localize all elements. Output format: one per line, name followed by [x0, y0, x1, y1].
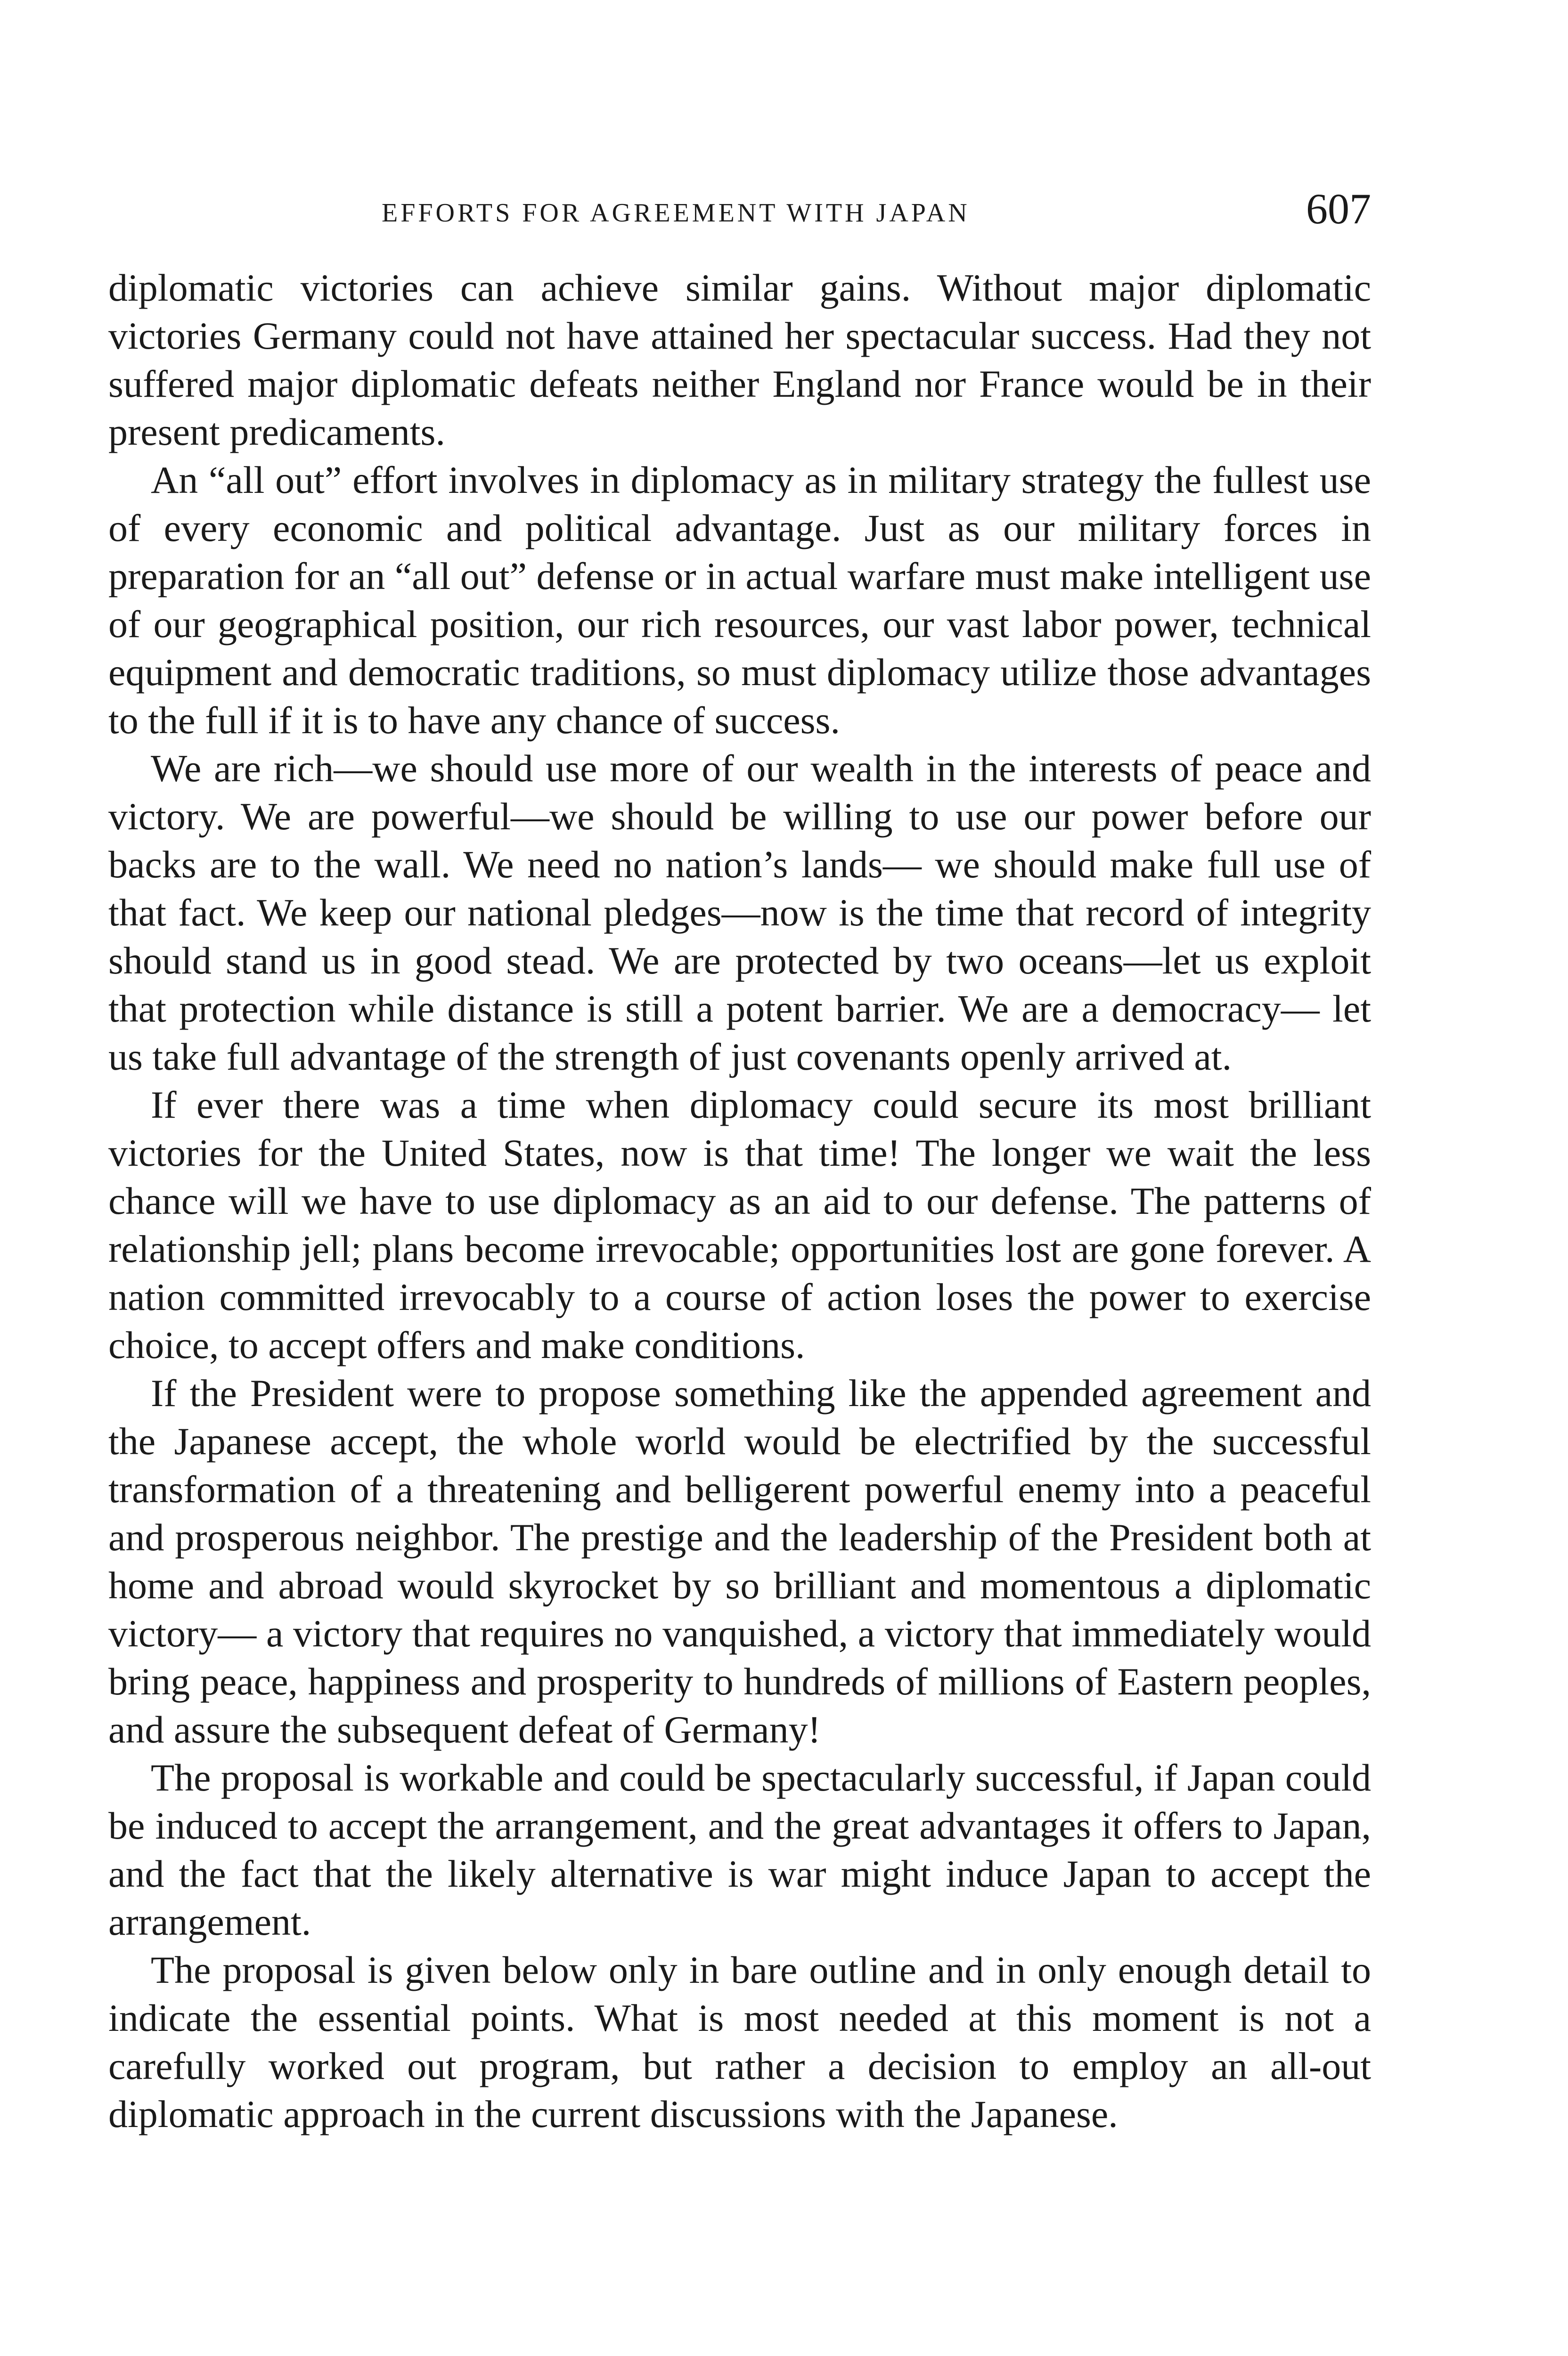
paragraph: The proposal is given below only in bare outline and in only enough detail to indicate the essential points. What is most needed at this moment is not a carefully worked out program, but rather a decision to employ an all-out diplomatic approach in the current discussions with the Japanese. — [108, 1948, 1371, 2135]
paragraph: If the President were to propose something like the appended agreement and the Japanese accept, the whole world would be electrified by the successful transformation of a threatening and belligerent powerful enemy into a peaceful and prosperous neighbor. The prestige and the leadership of the President both at home and abroad would skyrocket by so brilliant and momentous a diplomatic victory— a victory that requires no vanquished, a victory that immediately would bring peace, happiness and prosperity to hundreds of millions of Eastern peoples, and assure the subsequent defeat of Germany! — [108, 1372, 1371, 1751]
paragraph: The proposal is workable and could be spectacularly successful, if Japan could be induced to accept the arrangement, and the great advantages it offers to Japan, and the fact that the likely alternative is war might induce Japan to accept the arrangement. — [108, 1756, 1371, 1943]
running-title: EFFORTS FOR AGREEMENT WITH JAPAN — [382, 198, 970, 228]
paragraph: diplomatic victories can achieve similar gains. Without major diplomatic victories Germany could not have attained her spectacular success. Had they not suffered major diplomatic defeats neither England nor France would be in their present predicaments. — [108, 266, 1371, 453]
paragraph: If ever there was a time when diplomacy could secure its most brilliant victories for the United States, now is that time! The longer we wait the less chance will we have to use diplomacy as an aid to our defense. The patterns of relationship jell; plans become irrevocable; opportunities lost are gone forever. A nation committed irrevocably to a course of action loses the power to exercise choice, to accept offers and make conditions. — [108, 1083, 1371, 1366]
paragraph: An “all out” effort involves in diplomacy as in military strategy the fullest use of every economic and political advantage. Just as our military forces in preparation for an “all out” defense or in actual warfare must make intelligent use of our geographical position, our rich resources, our vast labor power, technical equipment and democratic traditions, so must diplomacy utilize those advantages to the full if it is to have any chance of success. — [108, 458, 1371, 742]
paragraph: We are rich—we should use more of our wealth in the interests of peace and victory. We are powerful—we should be willing to use our power before our backs are to the wall. We need no nation’s lands— we should make full use of that fact. We keep our national pledges—now is the time that record of integrity should stand us in good stead. We are protected by two oceans—let us exploit that protection while distance is still a potent barrier. We are a democracy— let us take full advantage of the strength of just covenants openly arrived at. — [108, 747, 1371, 1078]
page-number: 607 — [1306, 185, 1371, 233]
body-text — [108, 264, 1371, 2356]
page-header — [127, 184, 1371, 240]
